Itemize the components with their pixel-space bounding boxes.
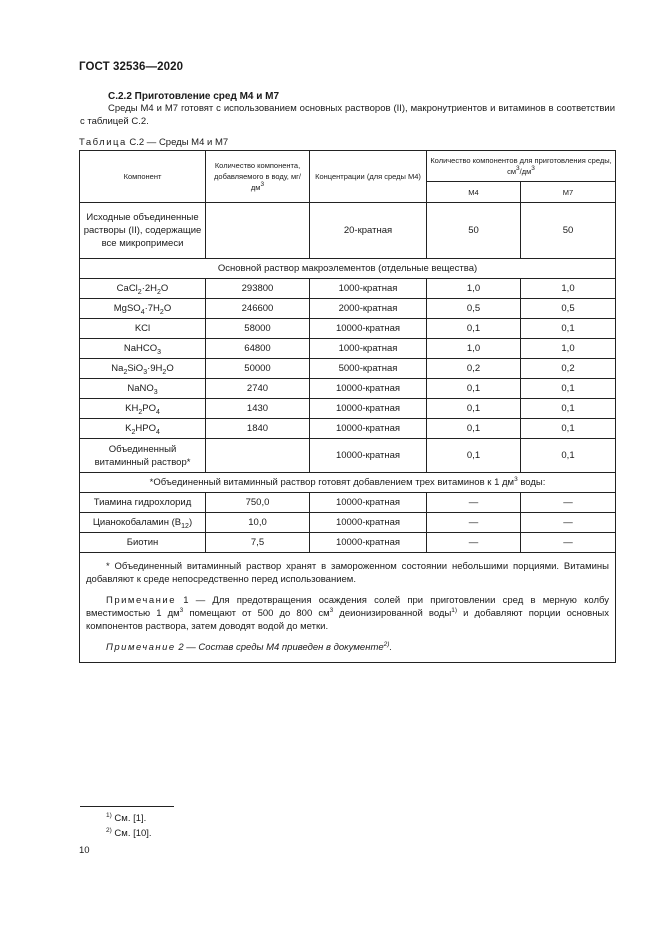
table-row-macro	[80, 279, 616, 299]
cell-quantity: 750,0	[206, 493, 310, 513]
cell-component: NaHCO$_3$	[80, 339, 206, 359]
macro-section-title: Основной раствор макроэлементов (отдельные вещества)	[80, 259, 616, 279]
document-code: ГОСТ 32536—2020	[79, 61, 184, 73]
cell-concentration: 10000-кратная	[310, 379, 427, 399]
macro-section-row	[80, 259, 616, 279]
cell-component: Объединенный витаминный раствор*	[80, 439, 206, 473]
cell-quantity	[206, 439, 310, 473]
table-row-macro	[80, 319, 616, 339]
cell-m4: 1,0	[427, 339, 521, 359]
cell-component: KCl	[80, 319, 206, 339]
note-1: Примечание 1 — Для предотвращения осаждения солей при приготовлении сред в мерную колбу вместимостью 1 $дм^3$ помещают от 500 до 800 $см^3$ деионизированной воды$^{1)}$ и добавляют порции основных компонентов раствора, затем доводят водой до метки.	[86, 595, 610, 632]
cell-concentration: 2000-кратная	[310, 299, 427, 319]
cell-m7: 50	[521, 203, 616, 259]
footnote-1: $^{1)}$ См. [1].	[106, 812, 147, 824]
cell-m4: —	[427, 493, 521, 513]
footnote-2: $^{2)}$ См. [10].	[106, 827, 152, 839]
cell-m7: 0,2	[521, 359, 616, 379]
cell-quantity	[206, 203, 310, 259]
cell-m7: —	[521, 493, 616, 513]
table-caption-text: С.2 — Среды М4 и М7	[126, 137, 229, 148]
media-table	[79, 150, 616, 663]
table-row-macro	[80, 379, 616, 399]
table-caption-label: Таблица	[79, 137, 127, 148]
cell-concentration: 10000-кратная	[310, 399, 427, 419]
cell-quantity: 1840	[206, 419, 310, 439]
cell-m4: —	[427, 513, 521, 533]
cell-quantity: 1430	[206, 399, 310, 419]
header-m4: М4	[427, 182, 521, 203]
cell-concentration: 10000-кратная	[310, 493, 427, 513]
cell-component: $CaCl_2\cdot 2H_2O$	[80, 279, 206, 299]
note-star: * Объединенный витаминный раствор хранят в замороженном состоянии небольшими порциями. Витамины добавляют к среде непосредственно перед использованием.	[86, 561, 610, 585]
cell-concentration: 10000-кратная	[310, 419, 427, 439]
cell-component: $MgSO_4\cdot 7H_2O$	[80, 299, 206, 319]
cell-m7: 1,0	[521, 279, 616, 299]
cell-m7: 0,1	[521, 419, 616, 439]
cell-m4: —	[427, 533, 521, 553]
cell-component: $K_2HPO_4$	[80, 419, 206, 439]
table-row-vitamin	[80, 533, 616, 553]
page-number: 10	[79, 845, 90, 856]
header-component: Компонент	[80, 151, 206, 203]
cell-m4: 0,2	[427, 359, 521, 379]
cell-component: NaNO$_3$	[80, 379, 206, 399]
header-quantity: Количество компонента, добавляемого в воду, $мг/дм^3$	[206, 151, 310, 203]
table-row-macro	[80, 339, 616, 359]
header-concentration: Концентрации (для среды М4)	[310, 151, 427, 203]
footnote-separator	[80, 806, 174, 807]
cell-m4: 50	[427, 203, 521, 259]
table-row-macro	[80, 359, 616, 379]
cell-m7: —	[521, 533, 616, 553]
cell-component: $KH_2PO_4$	[80, 399, 206, 419]
table-row-macro	[80, 419, 616, 439]
table-row-macro	[80, 399, 616, 419]
cell-m7: 0,1	[521, 439, 616, 473]
cell-m7: 0,1	[521, 379, 616, 399]
cell-component: Тиамина гидрохлорид	[80, 493, 206, 513]
cell-concentration: 20-кратная	[310, 203, 427, 259]
cell-quantity: 246600	[206, 299, 310, 319]
cell-m4: 0,1	[427, 439, 521, 473]
cell-m7: 0,1	[521, 399, 616, 419]
cell-quantity: 10,0	[206, 513, 310, 533]
header-amount: Количество компонентов для приготовления среды, $см^3/дм^3$	[427, 151, 616, 182]
cell-m7: 1,0	[521, 339, 616, 359]
cell-m4: 0,1	[427, 379, 521, 399]
cell-m4: 0,1	[427, 419, 521, 439]
table-row-vitamin-solution	[80, 439, 616, 473]
cell-component: Исходные объединенные растворы (II), содержащие все микропримеси	[80, 203, 206, 259]
section-intro: Среды М4 и М7 готовят с использованием основных растворов (II), макронутриентов и витаминов в соответствии с таблицей С.2.	[80, 103, 615, 127]
cell-m7: 0,5	[521, 299, 616, 319]
table-caption	[79, 137, 228, 148]
table-notes	[80, 553, 616, 663]
cell-quantity: 7,5	[206, 533, 310, 553]
cell-m7: —	[521, 513, 616, 533]
cell-m7: 0,1	[521, 319, 616, 339]
cell-quantity: 64800	[206, 339, 310, 359]
cell-m4: 0,1	[427, 399, 521, 419]
table-row-macro	[80, 299, 616, 319]
note-2: Примечание 2 — Состав среды М4 приведен в документе$^{2)}$.	[106, 641, 393, 653]
table-row-stock	[80, 203, 616, 259]
cell-component: Цианокобаламин $(B_{12})$	[80, 513, 206, 533]
cell-concentration: 1000-кратная	[310, 339, 427, 359]
cell-quantity: 58000	[206, 319, 310, 339]
cell-concentration: 10000-кратная	[310, 319, 427, 339]
vitamin-section-row	[80, 473, 616, 493]
cell-concentration: 1000-кратная	[310, 279, 427, 299]
section-title: С.2.2 Приготовление сред М4 и М7	[108, 91, 280, 102]
cell-component: Биотин	[80, 533, 206, 553]
cell-quantity: 293800	[206, 279, 310, 299]
header-m7: М7	[521, 182, 616, 203]
cell-concentration: 5000-кратная	[310, 359, 427, 379]
table-row-vitamin	[80, 513, 616, 533]
cell-m4: 0,5	[427, 299, 521, 319]
vitamin-section-title: *Объединенный витаминный раствор готовят добавлением трех витаминов к 1 $дм^3$ воды:	[80, 473, 616, 493]
cell-m4: 1,0	[427, 279, 521, 299]
cell-component: $Na_2SiO_3\cdot 9H_2O$	[80, 359, 206, 379]
cell-concentration: 10000-кратная	[310, 439, 427, 473]
cell-quantity: 50000	[206, 359, 310, 379]
cell-concentration: 10000-кратная	[310, 513, 427, 533]
table-row-vitamin	[80, 493, 616, 513]
notes-row	[80, 553, 616, 663]
cell-quantity: 2740	[206, 379, 310, 399]
cell-m4: 0,1	[427, 319, 521, 339]
cell-concentration: 10000-кратная	[310, 533, 427, 553]
